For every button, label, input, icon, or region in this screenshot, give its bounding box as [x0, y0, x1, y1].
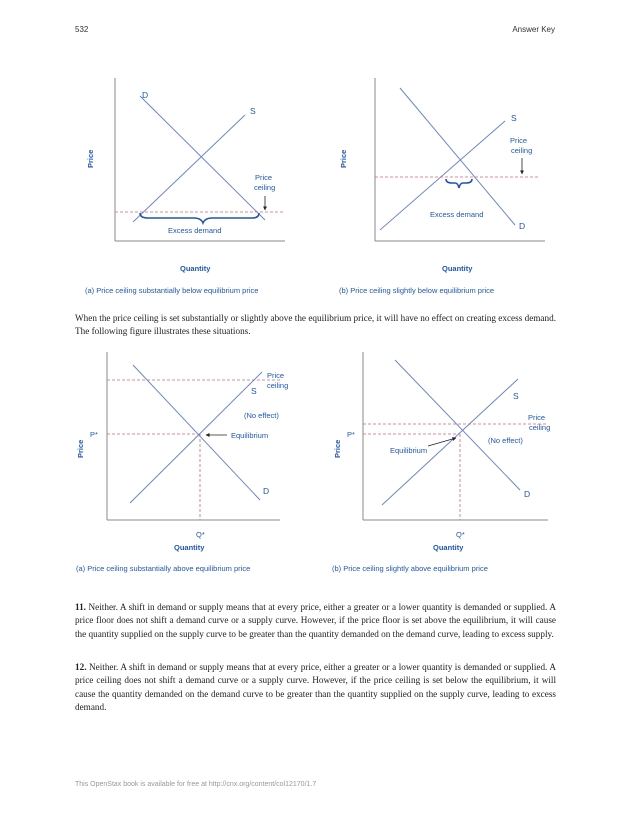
- excess-demand-label: Excess demand: [430, 210, 484, 219]
- x-axis-label: Quantity: [174, 543, 205, 552]
- answer-11-number: 11.: [75, 602, 86, 612]
- answer-12: [75, 661, 556, 715]
- equilibrium-arrow: [428, 438, 456, 446]
- ceiling-label-1: Price: [510, 136, 528, 145]
- ceiling-label-2: ceiling: [267, 381, 289, 390]
- no-effect-label: (No effect): [244, 411, 279, 420]
- section-title: Answer Key: [512, 25, 555, 34]
- y-axis-label: Price: [333, 439, 342, 458]
- ceiling-label-1: Price: [267, 371, 285, 380]
- no-effect-label: (No effect): [488, 436, 523, 445]
- y-axis-label: Price: [76, 439, 85, 458]
- demand-label: D: [142, 90, 149, 100]
- ceiling-label-2: ceiling: [254, 183, 276, 192]
- y-axis-label: Price: [86, 149, 95, 168]
- equilibrium-label: Equilibrium: [390, 446, 428, 455]
- answer-11: [75, 601, 556, 641]
- p-star-label: P*: [347, 430, 355, 439]
- demand-label: D: [519, 221, 526, 231]
- supply-label: S: [250, 106, 256, 116]
- figure-caption: (b) Price ceiling slightly above equilibrium price: [332, 564, 488, 573]
- ceiling-label-2: ceiling: [529, 423, 551, 432]
- y-axis-label: Price: [339, 149, 348, 168]
- answer-12-number: 12.: [75, 662, 87, 672]
- supply-label: S: [251, 386, 257, 396]
- demand-label: D: [263, 486, 270, 496]
- p-star-label: P*: [90, 430, 98, 439]
- figure-caption: (a) Price ceiling substantially above equilibrium price: [76, 564, 251, 573]
- x-axis-label: Quantity: [180, 264, 211, 273]
- figure-caption: (b) Price ceiling slightly below equilibrium price: [339, 286, 495, 295]
- intro-paragraph: When the price ceiling is set substantially or slightly above the equilibrium price, it will have no effect on creating excess demand. The following figure illustrates these situations.: [75, 313, 556, 337]
- figure-caption: (a) Price ceiling substantially below equilibrium price: [85, 286, 259, 295]
- demand-label: D: [524, 489, 531, 499]
- ceiling-label-1: Price: [528, 413, 546, 422]
- equilibrium-label: Equilibrium: [231, 431, 269, 440]
- excess-demand-label: Excess demand: [168, 226, 222, 235]
- x-axis-label: Quantity: [442, 264, 473, 273]
- q-star-label: Q*: [196, 530, 205, 539]
- x-axis-label: Quantity: [433, 543, 464, 552]
- ceiling-label-2: ceiling: [511, 146, 533, 155]
- footer-note: This OpenStax book is available for free at http://cnx.org/content/col12170/1.7: [75, 781, 317, 788]
- supply-label: S: [513, 391, 519, 401]
- demand-curve: [395, 360, 520, 490]
- answer-11-text: Neither. A shift in demand or supply means that at every price, either a greater or a lower quantity is demanded or supplied. A price floor does not shift a demand curve or a supply curve. However, if the price floor is set above the equilibrium, it will cause the quantity supplied on the supply curve to be greater than the quantity demanded on the demand curve, leading to excess supply.: [75, 602, 556, 639]
- supply-label: S: [511, 113, 517, 123]
- ceiling-label-1: Price: [255, 173, 273, 182]
- q-star-label: Q*: [456, 530, 465, 539]
- answer-12-text: Neither. A shift in demand or supply means that at every price, either a greater or a lower quantity is demanded or supplied. A price ceiling does not shift a demand curve or a supply curve. However, if the price ceiling is set below the equilibrium, it will cause the quantity demanded on the demand curve to be greater than the quantity supplied on the supply curve, leading to excess demand.: [75, 662, 556, 713]
- page-number: 532: [75, 25, 89, 34]
